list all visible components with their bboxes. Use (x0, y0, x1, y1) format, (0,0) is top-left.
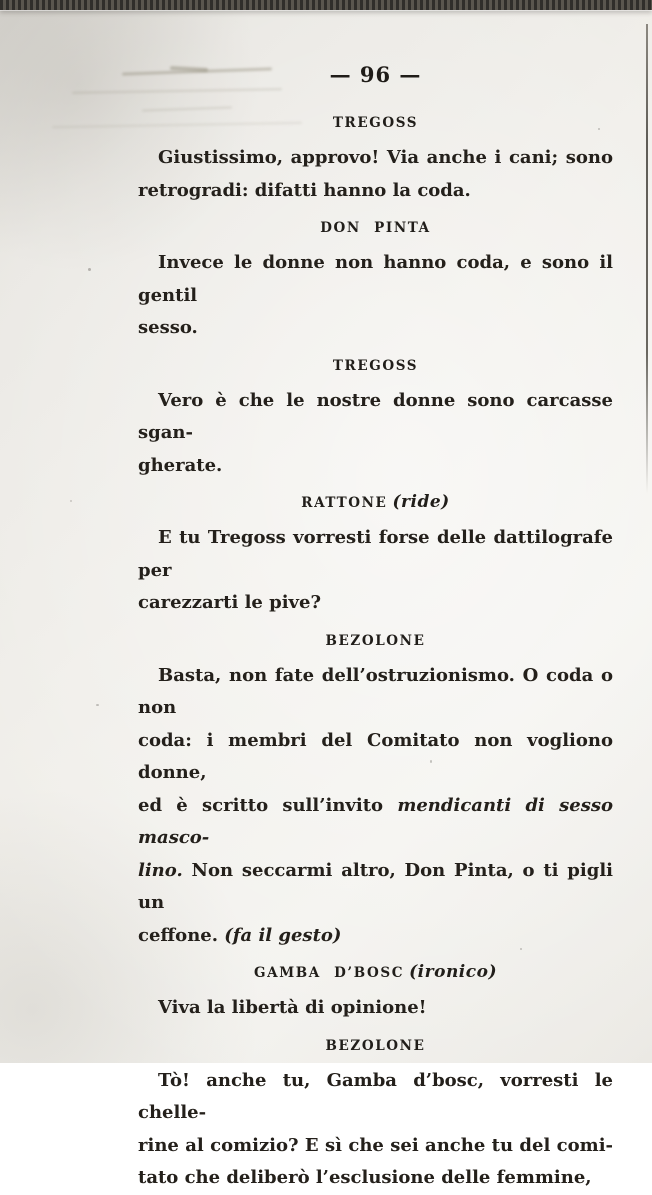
speech-paragraph (138, 1065, 613, 1195)
body-text: ceffone. (138, 924, 225, 946)
speech-paragraph (138, 142, 613, 207)
body-text: rine al comizio? E sì che sei anche tu del comi- (138, 1134, 613, 1156)
body-text: tato che deliberò l’esclusione delle femmine, (138, 1167, 592, 1188)
speaker-heading (138, 629, 613, 652)
page-number: — 96 — (329, 62, 422, 87)
body-text: Basta, non fate dell’ostruzionismo. O coda o non (138, 664, 613, 718)
speaker-name: DON PINTA (320, 220, 431, 236)
body-text: Non seccarmi altro, Don Pinta, o ti pigli un (138, 859, 613, 913)
speech-paragraph (138, 522, 613, 620)
body-text: carezzarti le pive? (138, 592, 322, 613)
body-text: ed è scritto sull’invito (138, 794, 398, 816)
speaker-name: BEZOLONE (325, 632, 426, 649)
speech-paragraph (138, 385, 613, 483)
dialogue-line (138, 725, 613, 790)
speaker-name: TREGOSS (332, 115, 419, 131)
body-text: Invece le donne non hanno coda, e sono il gentil (138, 252, 613, 306)
body-text: E tu Tregoss vorresti forse delle dattilografe per (138, 527, 613, 581)
dialogue-line (138, 790, 613, 855)
italic-text: mendicanti di sesso masco- (138, 794, 613, 848)
speaker-name: GAMBA D’BOSC (253, 965, 405, 981)
dialogue-line (138, 855, 613, 920)
dialogue-line (138, 587, 613, 620)
dialogue-line (138, 1065, 613, 1130)
dialogue-column (138, 111, 613, 1195)
dialogue-line (138, 660, 613, 725)
dialogue-line (138, 312, 613, 345)
italic-text: (fa il gesto) (224, 924, 342, 946)
dialogue-line (138, 1130, 613, 1163)
text-column (138, 0, 613, 1195)
body-text: Tò! anche tu, Gamba d’bosc, vorresti le chelle- (138, 1069, 613, 1123)
speaker-name: TREGOSS (332, 357, 419, 374)
dialogue-line (138, 450, 613, 483)
speech-paragraph (138, 992, 613, 1025)
speech-paragraph (138, 247, 613, 345)
italic-text: lino. (138, 859, 183, 881)
body-text: Vero è che le nostre donne sono carcasse sgan- (138, 389, 613, 443)
dialogue-line (138, 247, 613, 312)
body-text: retrogradi: difatti hanno la coda. (138, 179, 471, 201)
speaker-heading (138, 491, 613, 514)
paper-speck (70, 500, 72, 502)
dialogue-line (138, 385, 613, 450)
page-edge-line (646, 24, 648, 494)
speaker-heading (138, 111, 613, 134)
dialogue-line (138, 992, 613, 1025)
dialogue-line (138, 175, 613, 208)
dialogue-line (138, 1162, 613, 1195)
body-text: sesso. (138, 317, 198, 338)
stage-direction: (ironico) (409, 962, 497, 982)
speaker-name: RATTONE (301, 495, 388, 511)
speaker-heading (138, 354, 613, 377)
dialogue-line (138, 522, 613, 587)
dialogue-line (138, 920, 613, 953)
body-text: gherate. (138, 454, 223, 476)
stage-direction: (ride) (392, 492, 450, 512)
body-text: Viva la libertà di opinione! (158, 997, 427, 1018)
speaker-heading (138, 1034, 613, 1057)
body-text: coda: i membri del Comitato non vogliono donne, (138, 729, 613, 783)
speech-paragraph (138, 660, 613, 953)
dialogue-line (138, 142, 613, 175)
speaker-name: BEZOLONE (325, 1037, 426, 1054)
speaker-heading (138, 961, 613, 984)
paper-speck (96, 704, 99, 706)
paper-speck (88, 268, 91, 271)
speaker-heading (138, 216, 613, 239)
body-text: Giustissimo, approvo! Via anche i cani; sono (158, 147, 613, 168)
